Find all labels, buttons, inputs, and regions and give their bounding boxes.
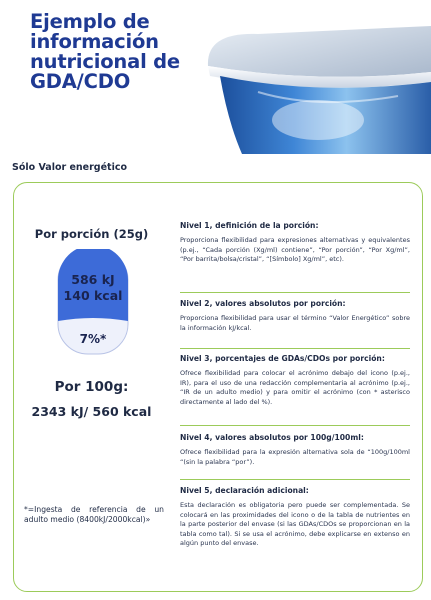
divider [180, 425, 410, 426]
gda-kj-value: 586 kJ [71, 272, 115, 287]
level-5-body: Esta declaración es obligatoria pero puede ser complementada. Se colocará en las proximidades del icono o de la tabla de nutrientes en la parte posterior del envase (si las GDAs/CDOs se proporcionan en la tabla como tal). Si se usa el acrónimo, debe explicarse en extenso en algún punto del envase. [180, 501, 410, 548]
title-line-3: nutricional de [30, 50, 180, 73]
nutrition-panel [13, 182, 423, 592]
level-1 [180, 221, 410, 265]
title-line-1: Ejemplo de [30, 10, 150, 33]
yogurt-cup-image [198, 22, 431, 154]
level-5 [180, 486, 410, 549]
divider [180, 348, 410, 349]
reference-intake-footnote: *=Ingesta de referencia de un adulto medio (8400kJ/2000kcal)» [24, 505, 164, 524]
level-4-heading: Nivel 4, valores absolutos por 100g/100ml: [180, 433, 364, 442]
gda-energy-icon [57, 249, 129, 355]
level-3-body: Ofrece flexibilidad para colocar el acrónimo debajo del icono (p.ej., IR), para el uso de una redacción complementaria al acrónimo (p.ej., “IR de un adulto medio) y para omitir el acrónimo (con * asterisco directamente al lado del %). [180, 369, 410, 406]
level-5-heading: Nivel 5, declaración adicional: [180, 486, 309, 495]
section-subtitle: Sólo Valor energético [12, 162, 128, 173]
level-4-body: Ofrece flexibilidad para la expresión alternativa sola de “100g/100ml “(sin la palabra “por”). [180, 448, 410, 466]
page-title [30, 12, 220, 92]
title-line-2: información [30, 30, 159, 53]
level-1-heading: Nivel 1, definición de la porción: [180, 221, 319, 230]
divider [180, 479, 410, 480]
level-3 [180, 354, 410, 407]
level-2 [180, 299, 410, 333]
level-2-heading: Nivel 2, valores absolutos por porción: [180, 299, 346, 308]
title-line-4: GDA/CDO [30, 70, 131, 93]
gda-percent-value: 7%* [79, 332, 107, 346]
level-4 [180, 433, 410, 467]
per-100g-label: Por 100g: [54, 379, 129, 395]
level-2-body: Proporciona flexibilidad para usar el término “Valor Energético” sobre la información kJ/kcal. [180, 314, 410, 332]
level-1-body: Proporciona flexibilidad para expresiones alternativas y equivalentes (p.ej., “Cada porción (Xg/ml) contiene”, “Por porción”, “Por Xg/ml”, “Por barrita/bolsa/cristal”, “[Símbolo] Xg/ml”, etc). [180, 236, 410, 264]
gda-kcal-value: 140 kcal [63, 288, 123, 303]
per-portion-label: Por porción (25g) [34, 227, 149, 241]
level-3-heading: Nivel 3, porcentajes de GDAs/CDOs por porción: [180, 354, 385, 363]
per-100g-value: 2343 kJ/ 560 kcal [31, 404, 152, 419]
levels-column [180, 183, 410, 591]
divider [180, 292, 410, 293]
example-column [14, 183, 169, 591]
